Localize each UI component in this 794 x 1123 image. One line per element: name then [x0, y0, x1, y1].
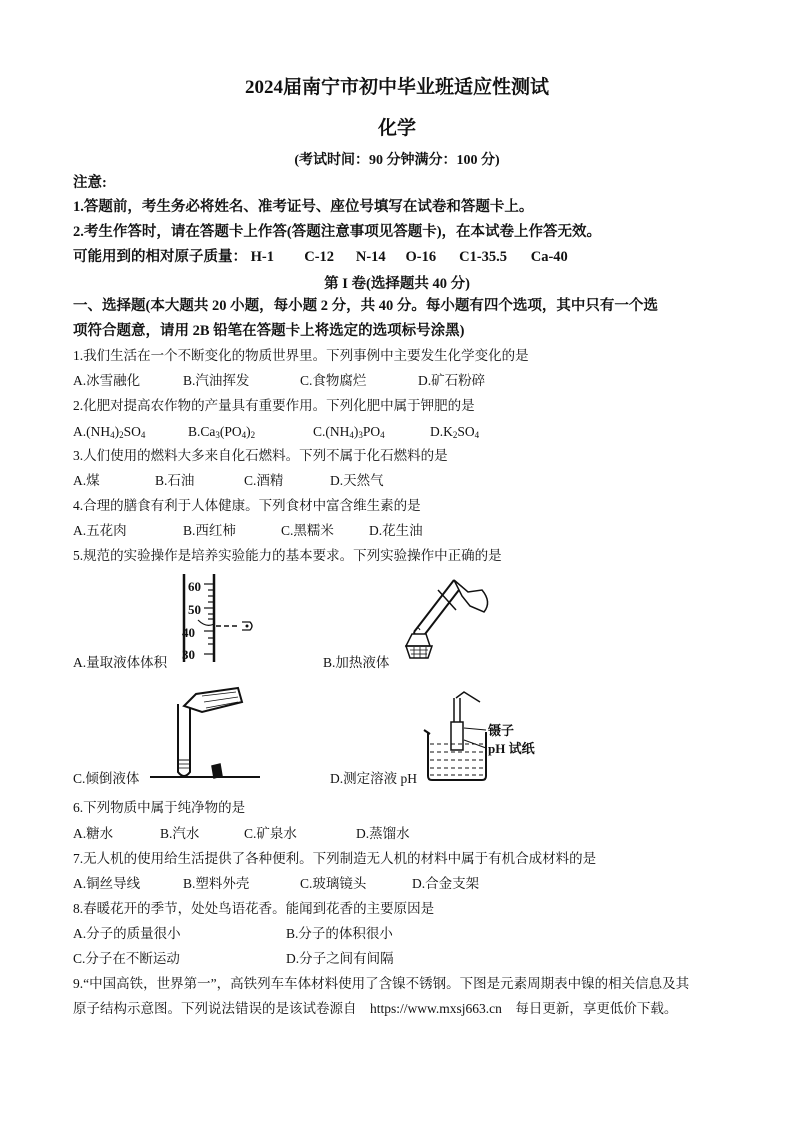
q8-option-d: D.分子之间有间隔 [286, 951, 394, 966]
pouring-liquid-figure [150, 684, 260, 784]
q8-option-a: A.分子的质量很小 [73, 926, 181, 941]
q3-option-b: B.石油 [155, 473, 195, 488]
atomic-mass-o: O-16 [405, 249, 437, 265]
notice-item-1: 1.答题前，考生务必将姓名、准考证号、座位号填写在试卷和答题卡上。 [73, 199, 534, 215]
q6-option-c: C.矿泉水 [244, 826, 297, 841]
cylinder-mark-40: 40 [182, 625, 195, 640]
notice-label: 注意: [73, 175, 107, 191]
notice-item-2: 2.考生作答时，请在答题卡上作答(答题注意事项见答题卡)，在本试卷上作答无效。 [73, 224, 602, 240]
section-title: 第 I 卷(选择题共 40 分) [324, 276, 470, 292]
q5-option-a: A.量取液体体积 [73, 655, 168, 670]
cylinder-mark-50: 50 [188, 602, 201, 617]
q3-option-d: D.天然气 [330, 473, 384, 488]
ph-label-paper: pH 试纸 [488, 741, 535, 756]
question-5-stem: 5.规范的实验操作是培养实验能力的基本要求。下列实验操作中正确的是 [73, 548, 502, 563]
q6-option-a: A.糖水 [73, 826, 114, 841]
q4-option-a: A.五花肉 [73, 523, 127, 538]
ph-label-tweezers: 镊子 [488, 723, 515, 738]
q4-option-b: B.西红柿 [183, 523, 236, 538]
q6-option-d: D.蒸馏水 [356, 826, 410, 841]
atomic-mass-ca: Ca-40 [530, 249, 568, 265]
cylinder-mark-60: 60 [188, 579, 201, 594]
q3-option-a: A.煤 [73, 473, 100, 488]
q7-option-c: C.玻璃镜头 [300, 876, 367, 891]
q8-option-c: C.分子在不断运动 [73, 951, 180, 966]
question-3-stem: 3.人们使用的燃料大多来自化石燃料。下列不属于化石燃料的是 [73, 448, 448, 463]
q1-option-a: A.冰雪融化 [73, 373, 141, 388]
q7-option-d: D.合金支架 [412, 876, 480, 891]
exam-title: 2024届南宁市初中毕业班适应性测试 [244, 77, 549, 98]
q2-option-a: $A.(NH_4)_2SO_4$ [73, 424, 146, 440]
section-instructions-2: 项符合题意，请用 2B 铅笔在答题卡上将选定的选项标号涂黑) [73, 323, 465, 339]
question-1-stem: 1.我们生活在一个不断变化的物质世界里。下列事例中主要发生化学变化的是 [73, 348, 529, 363]
cylinder-mark-30: 30 [182, 647, 195, 662]
atomic-mass-h: H-1 [250, 249, 274, 265]
q7-option-b: B.塑料外壳 [183, 876, 250, 891]
question-4-stem: 4.合理的膳食有利于人体健康。下列食材中富含维生素的是 [73, 498, 421, 513]
atomic-mass-n: N-14 [355, 249, 386, 265]
question-8-stem: 8.春暖花开的季节，处处鸟语花香。能闻到花香的主要原因是 [73, 901, 435, 916]
question-6-stem: 6.下列物质中属于纯净物的是 [73, 800, 246, 815]
atomic-mass-line [73, 248, 568, 266]
question-2-stem: 2.化肥对提高农作物的产量具有重要作用。下列化肥中属于钾肥的是 [73, 398, 475, 413]
atomic-mass-label: 可能用到的相对原子质量： [73, 249, 247, 265]
q2-option-d: $D.K_2SO_4$ [430, 424, 480, 440]
q7-option-a: A.铜丝导线 [73, 876, 141, 891]
q1-option-c: C.食物腐烂 [300, 373, 367, 388]
q3-option-c: C.酒精 [244, 473, 284, 488]
q1-option-d: D.矿石粉碎 [418, 373, 486, 388]
heating-liquid-figure [396, 572, 496, 662]
ph-test-figure [420, 692, 490, 782]
q5-option-b: B.加热液体 [323, 655, 390, 670]
q2-option-b: $B.Ca_3(PO_4)_2$ [188, 424, 256, 440]
q6-option-b: B.汽水 [160, 826, 200, 841]
atomic-mass-cl: C1-35.5 [459, 249, 508, 265]
q5-option-d: D.测定溶液 pH [330, 771, 417, 786]
section-instructions-1: 一、选择题(本大题共 20 小题，每小题 2 分，共 40 分。每小题有四个选项，其中只有一个选 [73, 298, 658, 314]
q5-option-c: C.倾倒液体 [73, 771, 140, 786]
q2-option-c: $C.(NH_4)_3PO_4$ [313, 424, 385, 440]
exam-info: (考试时间：90 分钟满分：100 分) [294, 153, 500, 168]
q8-option-b: B.分子的体积很小 [286, 926, 393, 941]
question-9-stem-line-1: 9.“中国高铁，世界第一”，高铁列车车体材料使用了含镍不锈钢。下图是元素周期表中镍的相关信息及其 [73, 976, 690, 991]
q1-option-b: B.汽油挥发 [183, 373, 250, 388]
q4-option-d: D.花生油 [369, 523, 423, 538]
q4-option-c: C.黑糯米 [281, 523, 334, 538]
question-7-stem: 7.无人机的使用给生活提供了各种便利。下列制造无人机的材料中属于有机合成材料的是 [73, 851, 597, 866]
atomic-mass-c: C-12 [304, 249, 335, 265]
question-9-stem-line-2: 原子结构示意图。下列说法错误的是该试卷源自 https://www.mxsj663.cn 每日更新，享更低价下载。 [73, 1001, 678, 1016]
subject-title: 化学 [377, 118, 416, 139]
